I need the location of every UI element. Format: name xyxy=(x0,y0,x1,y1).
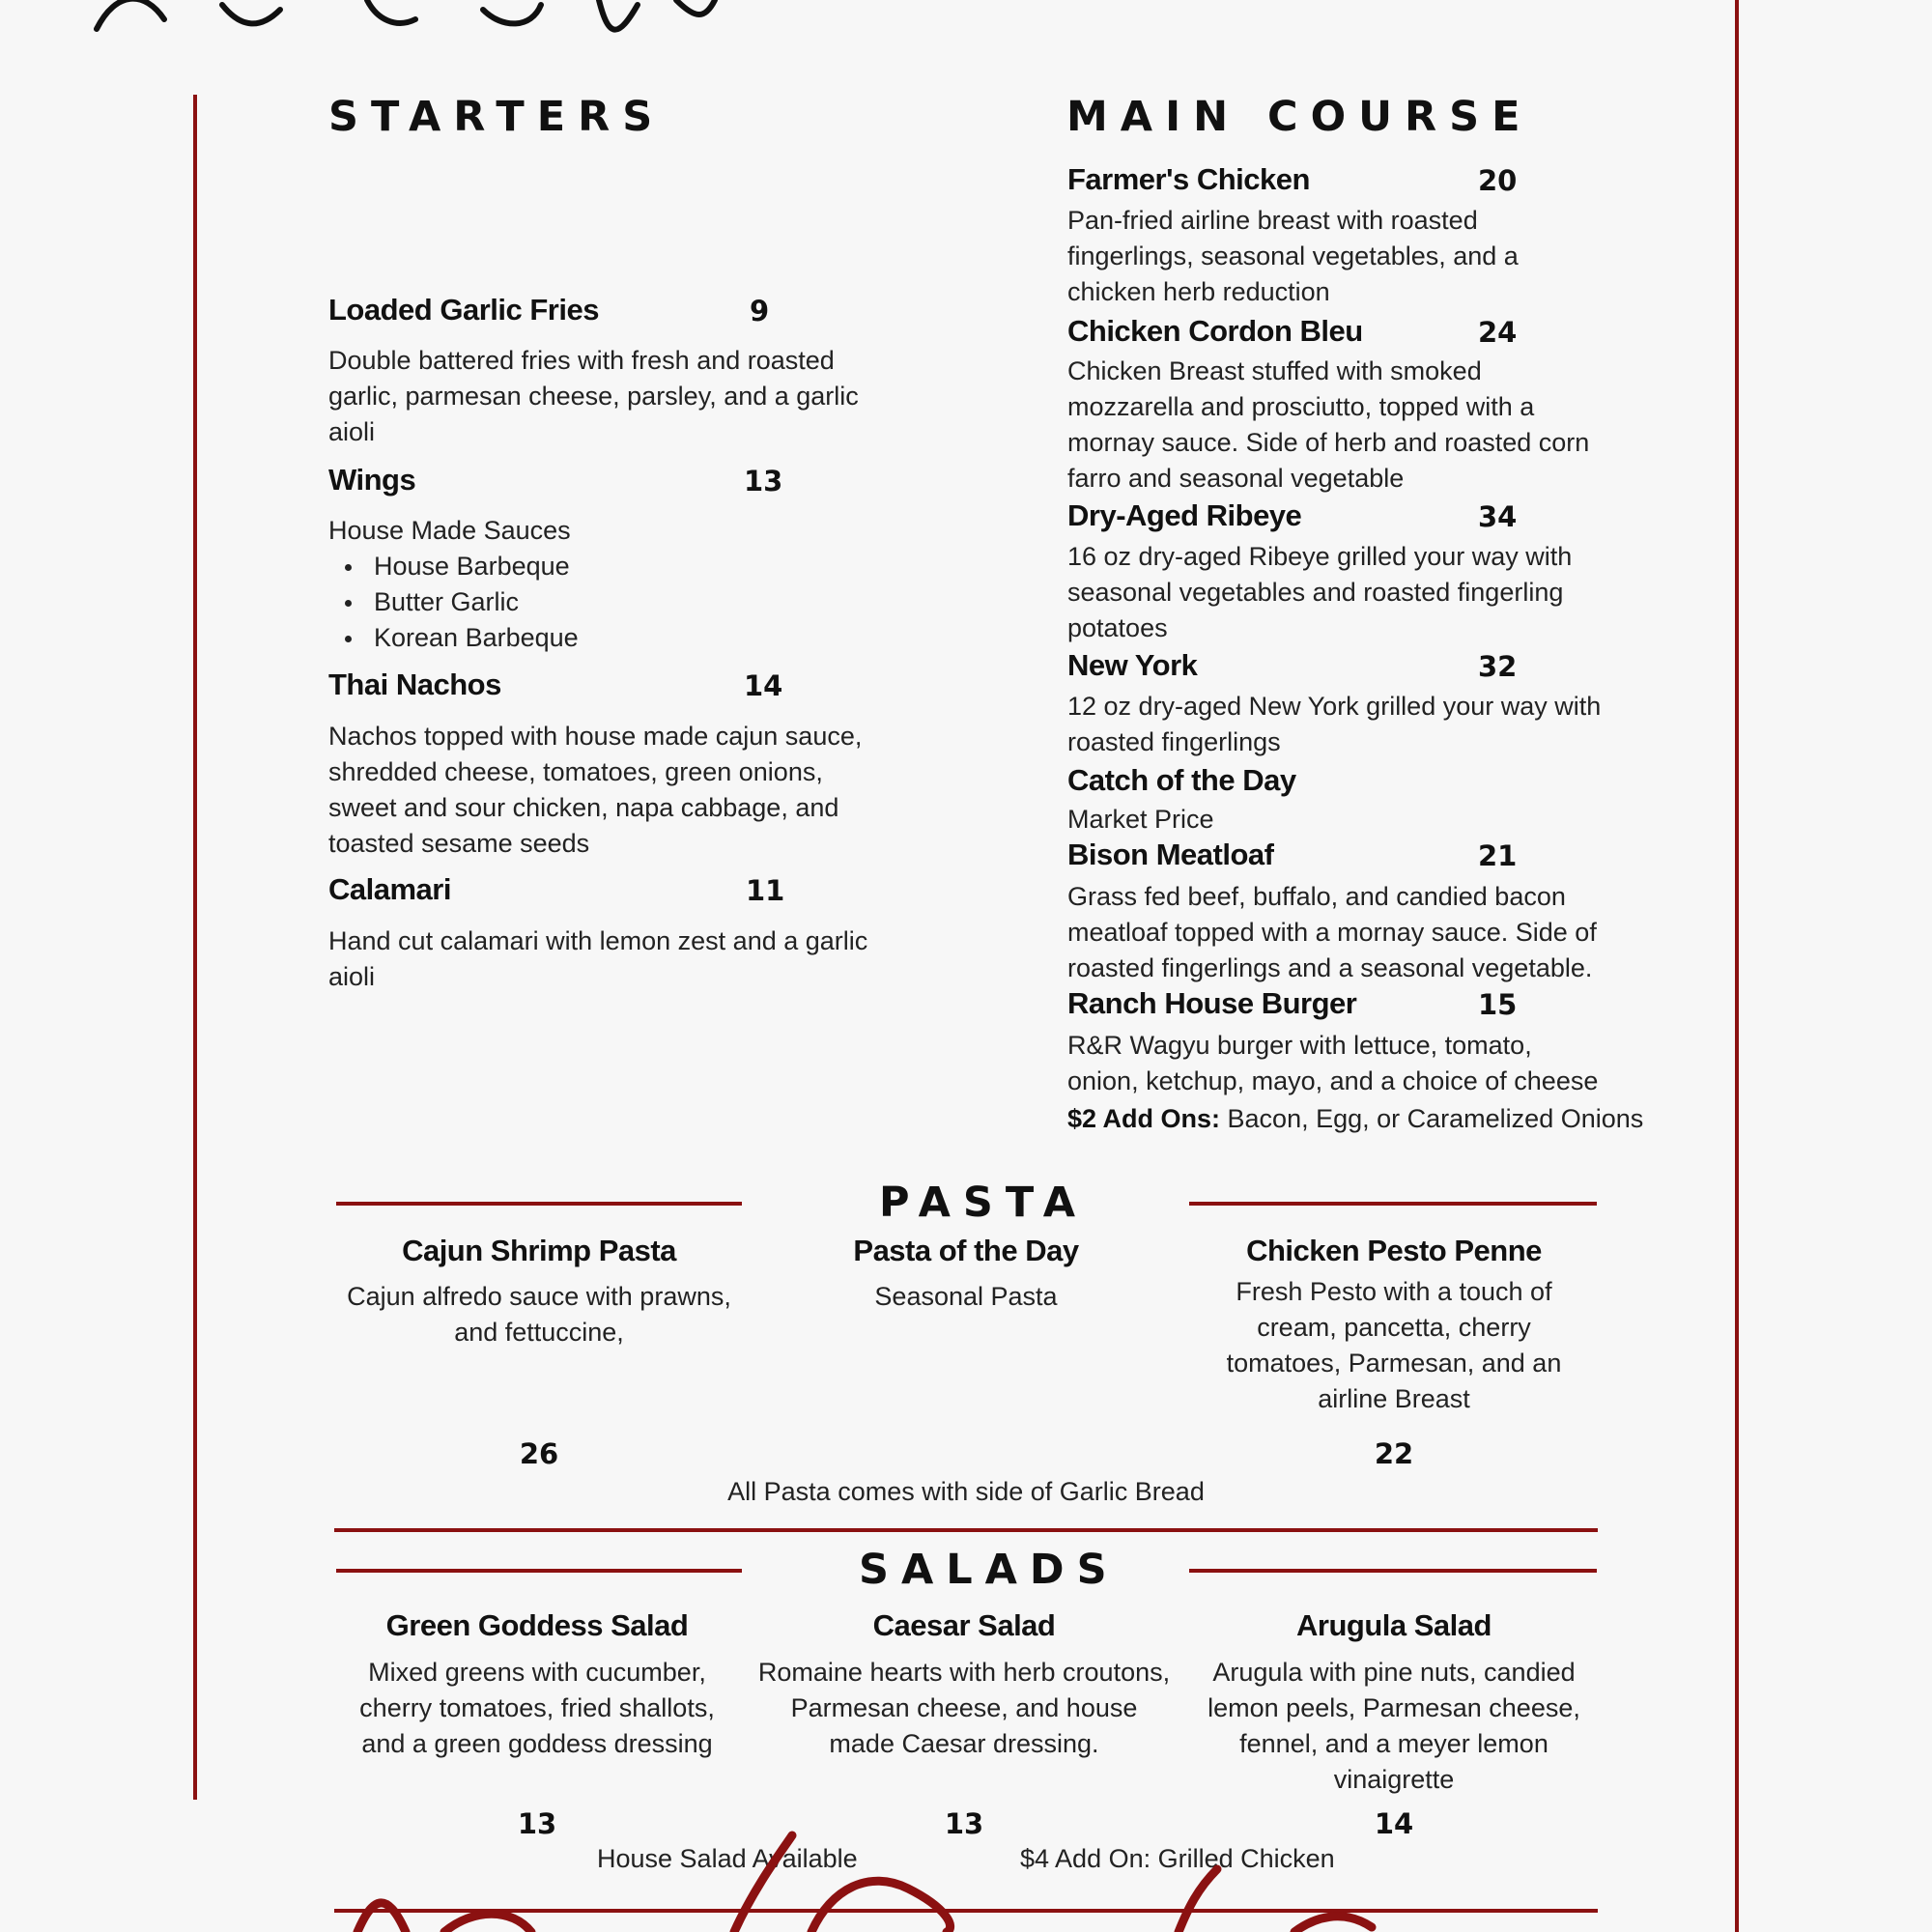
pasta-name: Cajun Shrimp Pasta xyxy=(402,1234,676,1267)
left-border-line xyxy=(193,95,197,1800)
wing-sauce-option: Korean Barbeque xyxy=(328,620,869,656)
salad-name: Green Goddess Salad xyxy=(385,1608,689,1642)
starter-price: 11 xyxy=(746,874,785,907)
main-price: 20 xyxy=(1478,164,1518,197)
main-price: 15 xyxy=(1478,988,1518,1021)
pasta-desc: Fresh Pesto with a touch of cream, pancetta, cherry tomatoes, Parmesan, and an airline Breast xyxy=(1226,1277,1562,1413)
pasta-rule-right xyxy=(1189,1202,1597,1206)
salads-rule-right xyxy=(1189,1569,1597,1573)
salad-note-right: $4 Add On: Grilled Chicken xyxy=(1020,1844,1335,1873)
pasta-name: Pasta of the Day xyxy=(853,1234,1079,1267)
salad-note-left: House Salad Available xyxy=(597,1844,858,1873)
pasta-desc: Cajun alfredo sauce with prawns, and fettuccine, xyxy=(347,1282,731,1347)
starter-price: 9 xyxy=(750,295,770,327)
starter-desc: Double battered fries with fresh and roasted garlic, parmesan cheese, parsley, and a garlic aioli xyxy=(328,346,859,446)
salad-desc: Arugula with pine nuts, candied lemon peels, Parmesan cheese, fennel, and a meyer lemon vinaigrette xyxy=(1208,1658,1580,1794)
main-price: 21 xyxy=(1478,839,1518,872)
main-price: 32 xyxy=(1478,650,1518,683)
starter-desc: Hand cut calamari with lemon zest and a garlic aioli xyxy=(328,926,868,991)
salad-name: Arugula Salad xyxy=(1296,1608,1492,1642)
main-name: Chicken Cordon Bleu xyxy=(1067,314,1363,348)
starter-price: 14 xyxy=(744,669,783,702)
salad-desc: Mixed greens with cucumber, cherry tomatoes, fried shallots, and a green goddess dressing xyxy=(359,1658,715,1758)
main-desc: Pan-fried airline breast with roasted fingerlings, seasonal vegetables, and a chicken herb reduction xyxy=(1067,206,1519,306)
main-name: Dry-Aged Ribeye xyxy=(1067,498,1302,532)
starter-desc: Nachos topped with house made cajun sauce, shredded cheese, tomatoes, green onions, sweet and sour chicken, napa cabbage, and toasted sesame seeds xyxy=(328,722,863,858)
main-desc: 12 oz dry-aged New York grilled your way with roasted fingerlings xyxy=(1067,692,1602,756)
starter-name: Loaded Garlic Fries xyxy=(328,293,599,327)
salads-rule-left xyxy=(336,1569,742,1573)
main-desc: R&R Wagyu burger with lettuce, tomato, onion, ketchup, mayo, and a choice of cheese xyxy=(1067,1031,1599,1095)
script-footer-decoration xyxy=(328,1831,1420,1932)
salad-price: 13 xyxy=(944,1807,984,1840)
wing-sauce-list xyxy=(328,549,869,656)
main-desc: Grass fed beef, buffalo, and candied bacon meatloaf topped with a mornay sauce. Side of roasted fingerlings and a seasonal vegetable. xyxy=(1067,882,1597,982)
starter-desc: House Made Sauces xyxy=(328,516,571,545)
starter-name: Calamari xyxy=(328,872,451,906)
starter-name: Thai Nachos xyxy=(328,668,501,701)
starter-name: Wings xyxy=(328,463,416,497)
main-name: Ranch House Burger xyxy=(1067,986,1357,1020)
main-course-title: MAIN COURSE xyxy=(1066,93,1533,141)
salads-title: SALADS xyxy=(859,1546,1120,1594)
starter-price: 13 xyxy=(744,465,783,497)
main-desc: 16 oz dry-aged Ribeye grilled your way with seasonal vegetables and roasted fingerling potatoes xyxy=(1067,542,1573,642)
salad-price: 14 xyxy=(1374,1807,1414,1840)
starters-title: STARTERS xyxy=(328,93,666,141)
pasta-rule-left xyxy=(336,1202,742,1206)
pasta-note: All Pasta comes with side of Garlic Bread xyxy=(727,1477,1205,1506)
pasta-name: Chicken Pesto Penne xyxy=(1246,1234,1542,1267)
wing-sauce-option: House Barbeque xyxy=(328,549,869,584)
main-price: 24 xyxy=(1478,316,1518,349)
main-desc: Market Price xyxy=(1067,805,1214,834)
pasta-price: 22 xyxy=(1374,1437,1414,1470)
addons-text: Bacon, Egg, or Caramelized Onions xyxy=(1220,1104,1644,1133)
main-name: Farmer's Chicken xyxy=(1067,162,1310,196)
salad-name: Caesar Salad xyxy=(872,1608,1056,1642)
wing-sauce-option: Butter Garlic xyxy=(328,584,869,620)
addons-label: $2 Add Ons: xyxy=(1067,1104,1221,1133)
pasta-bottom-rule xyxy=(334,1528,1598,1532)
main-name: Catch of the Day xyxy=(1067,763,1296,797)
main-desc: Chicken Breast stuffed with smoked mozzarella and prosciutto, topped with a mornay sauce. Side of herb and roasted corn farro and seasonal vegetable xyxy=(1067,356,1590,493)
salad-desc: Romaine hearts with herb croutons, Parmesan cheese, and house made Caesar dressing. xyxy=(757,1658,1171,1758)
pasta-desc: Seasonal Pasta xyxy=(874,1282,1058,1311)
main-name: New York xyxy=(1067,648,1198,682)
pasta-price: 26 xyxy=(519,1437,559,1470)
main-addons xyxy=(1067,1101,1666,1137)
script-heading-decoration xyxy=(77,0,753,43)
main-name: Bison Meatloaf xyxy=(1067,838,1274,871)
main-price: 34 xyxy=(1478,500,1518,533)
right-border-line xyxy=(1735,0,1739,1932)
pasta-title: PASTA xyxy=(879,1179,1089,1227)
salad-price: 13 xyxy=(517,1807,557,1840)
